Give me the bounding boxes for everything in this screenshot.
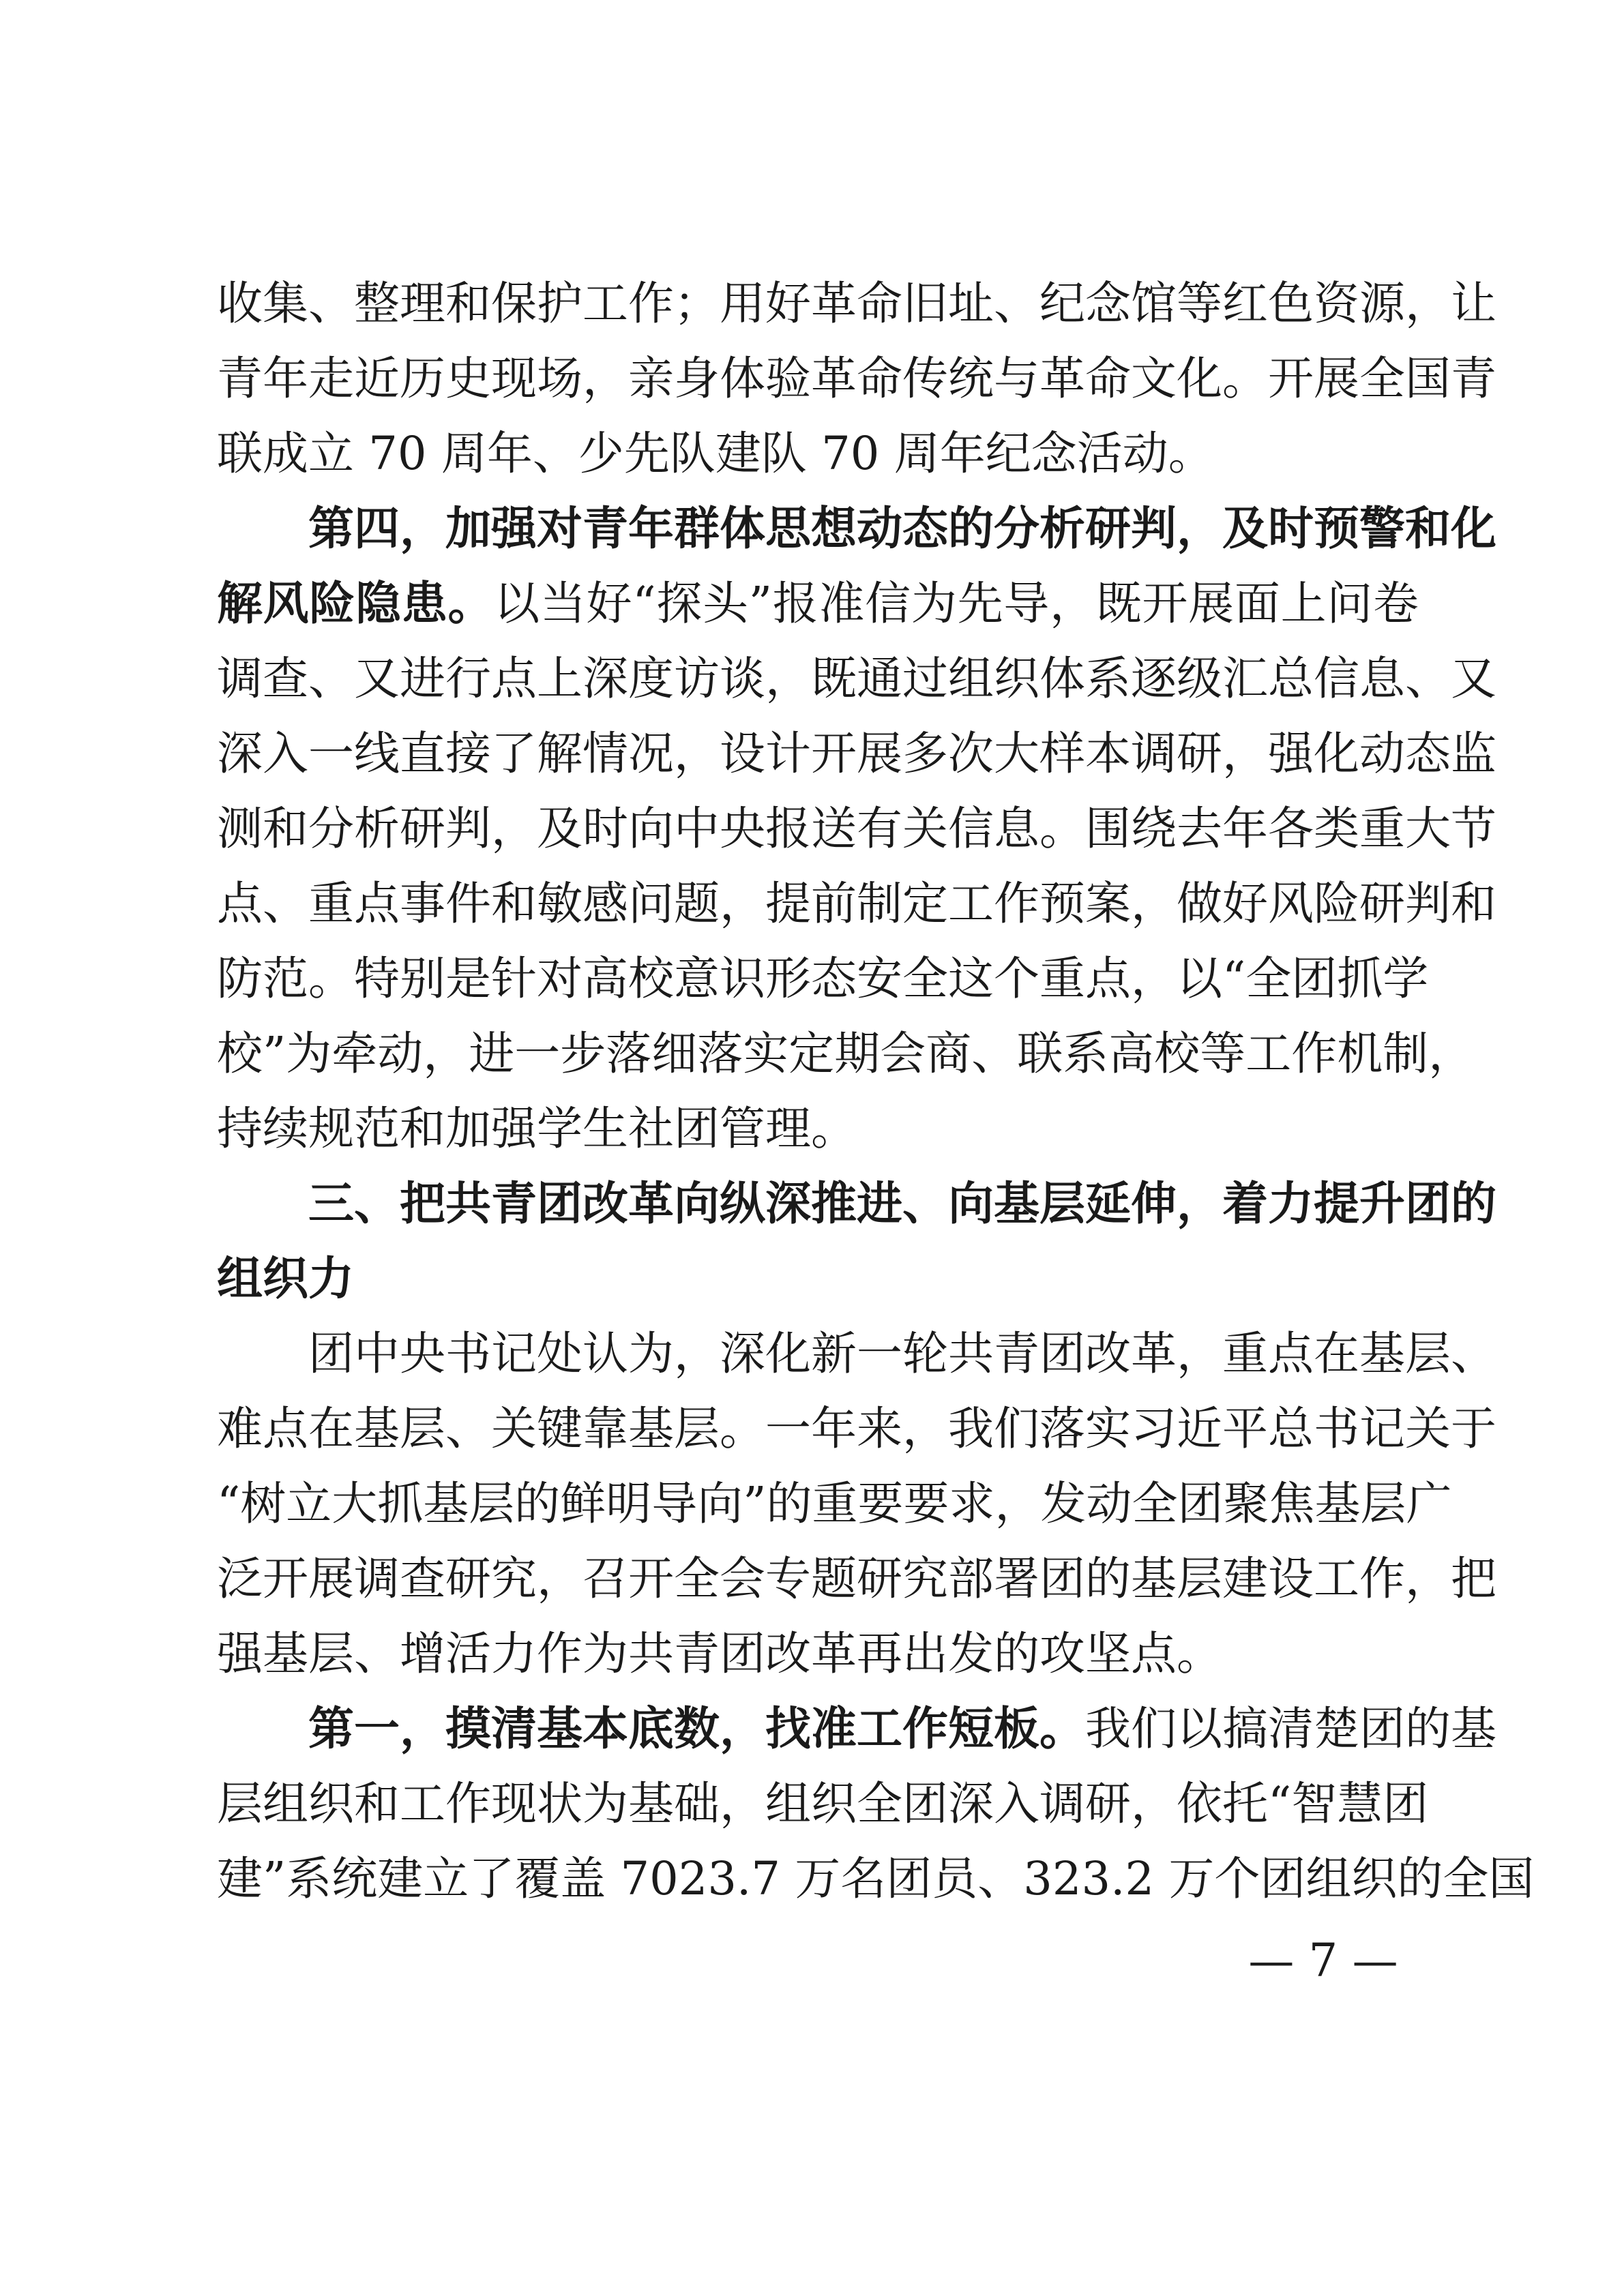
body-text-line: 持续规范和加强学生社团管理。: [217, 1102, 857, 1155]
body-text-line: 强基层、增活力作为共青团改革再出发的攻坚点。: [217, 1627, 1222, 1680]
page-number: — 7 —: [1248, 1934, 1398, 1987]
body-text-line: [217, 566, 1419, 641]
section-heading: 三、把共青团改革向纵深推进、向基层延伸，着力提升团的: [308, 1177, 1496, 1230]
body-text-line: 测和分析研判，及时向中央报送有关信息。围绕去年各类重大节: [217, 802, 1496, 855]
section-heading: 组织力: [217, 1252, 354, 1305]
body-text-line: [308, 491, 1496, 566]
body-text-line: 深入一线直接了解情况，设计开展多次大样本调研，强化动态监: [217, 727, 1496, 780]
body-text-line: 泛开展调查研究，召开全会专题研究部署团的基层建设工作，把: [217, 1552, 1496, 1605]
bold-lead-sentence: 第一，摸清基本底数，找准工作短板。: [308, 1701, 1085, 1755]
body-text-line: 收集、整理和保护工作；用好革命旧址、纪念馆等红色资源，让: [217, 277, 1496, 330]
body-text-line: 调查、又进行点上深度访谈，既通过组织体系逐级汇总信息、又: [217, 652, 1496, 705]
bold-lead-sentence: 第四，加强对青年群体思想动态的分析研判，及时预警和化: [308, 501, 1496, 555]
bold-lead-sentence-cont: 解风险隐患。: [217, 576, 494, 630]
body-text-span: 我们以搞清楚团的基: [1085, 1702, 1496, 1755]
body-text-line: 建”系统建立了覆盖 7023.7 万名团员、323.2 万个团组织的全国: [217, 1852, 1535, 1905]
body-text-line: 团中央书记处认为，深化新一轮共青团改革，重点在基层、: [308, 1327, 1496, 1380]
body-text-line: [308, 1691, 1496, 1766]
body-text-line: 青年走近历史现场，亲身体验革命传统与革命文化。开展全国青: [217, 352, 1496, 405]
body-text-line: 防范。特别是针对高校意识形态安全这个重点，以“全团抓学: [217, 952, 1429, 1005]
body-text-line: “树立大抓基层的鲜明导向”的重要要求，发动全团聚焦基层广: [217, 1477, 1452, 1530]
body-text-line: 联成立 70 周年、少先队建队 70 周年纪念活动。: [217, 427, 1214, 480]
body-text-line: 层组织和工作现状为基础，组织全团深入调研，依托“智慧团: [217, 1777, 1429, 1830]
body-text-line: 难点在基层、关键靠基层。一年来，我们落实习近平总书记关于: [217, 1402, 1496, 1455]
body-text-line: 点、重点事件和敏感问题，提前制定工作预案，做好风险研判和: [217, 877, 1496, 930]
body-text-span: 以当好“探头”报准信为先导，既开展面上问卷: [494, 577, 1419, 630]
body-text-line: 校”为牵动，进一步落细落实定期会商、联系高校等工作机制，: [217, 1027, 1475, 1080]
